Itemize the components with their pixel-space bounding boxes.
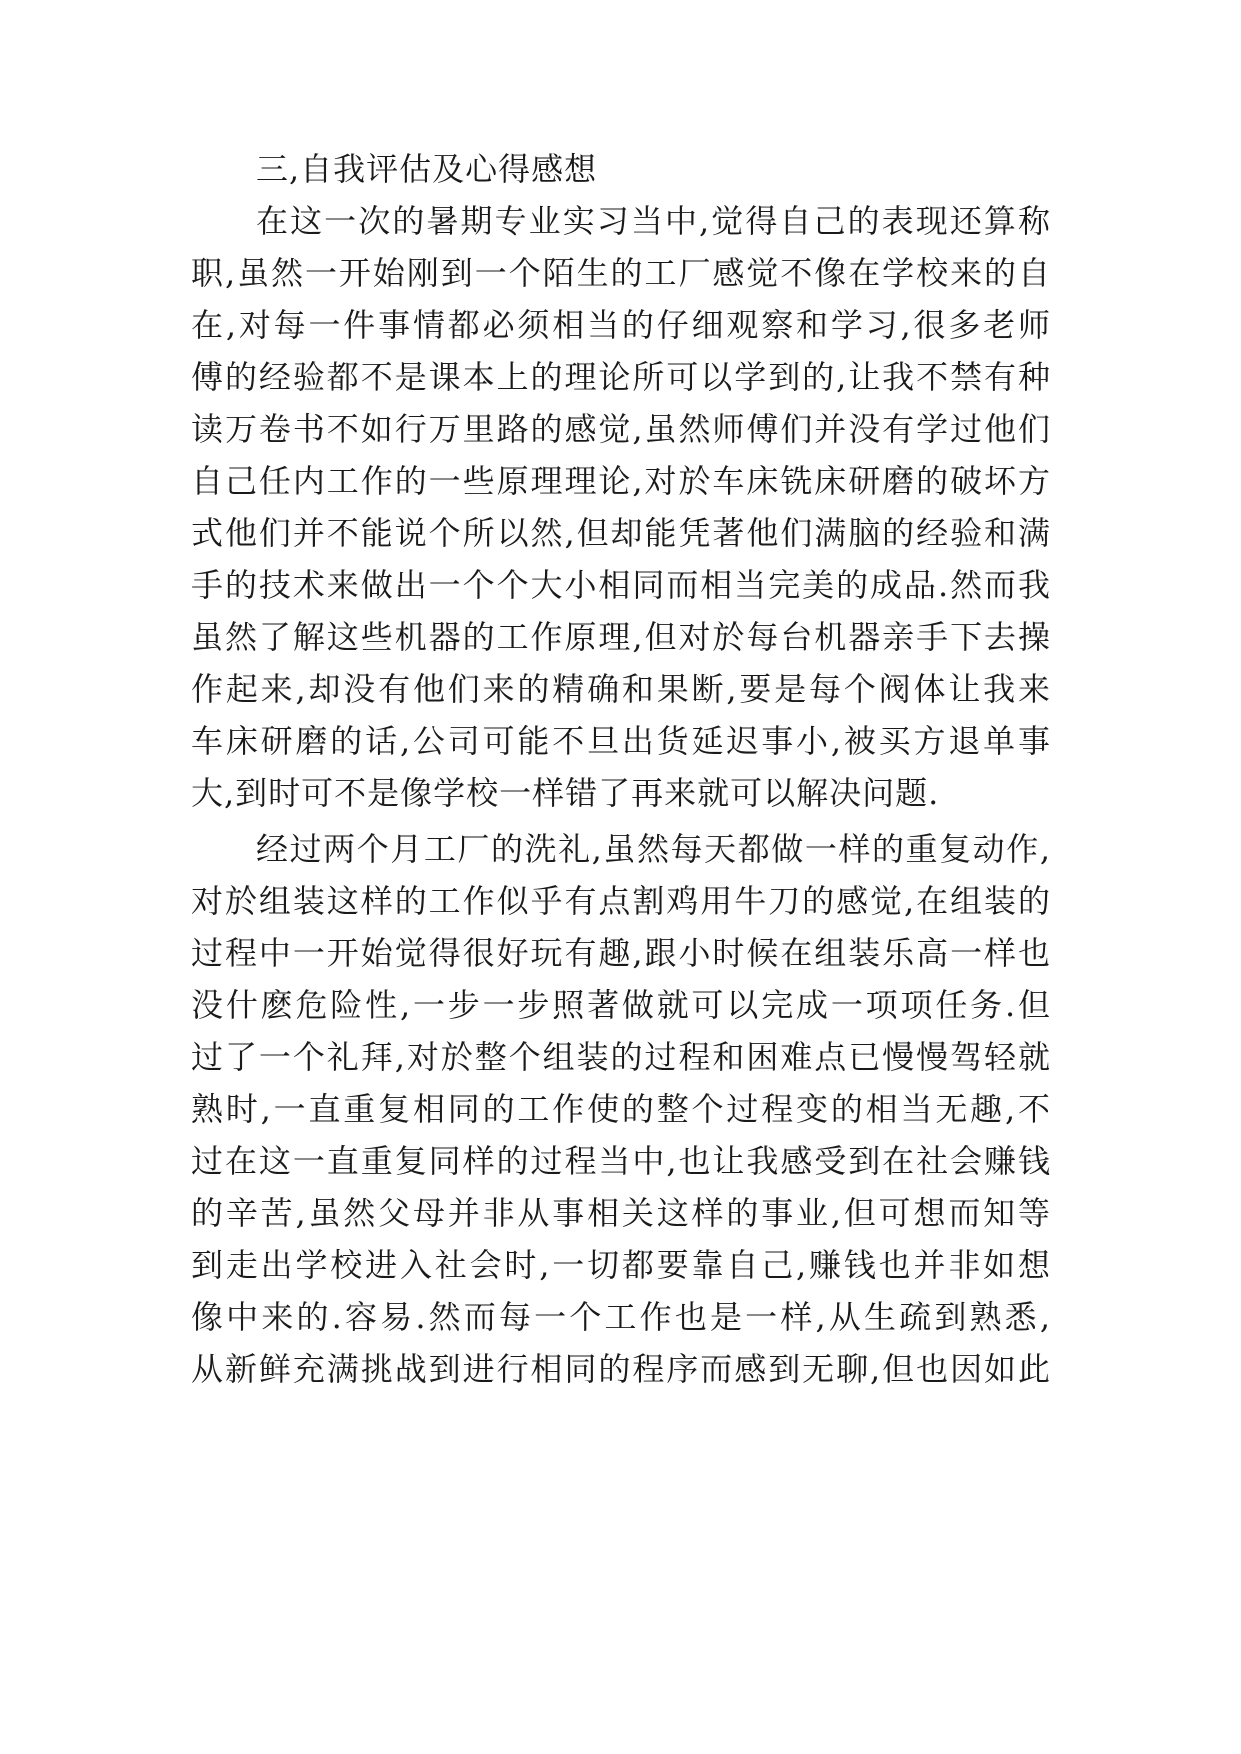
paragraph-1-line: 自己任内工作的一些原理理论,对於车床铣床研磨的破坏方: [191, 462, 1051, 500]
paragraph-1-line: 大,到时可不是像学校一样错了再来就可以解决问题.: [191, 774, 940, 812]
paragraph-2-line: 的辛苦,虽然父母并非从事相关这样的事业,但可想而知等: [191, 1194, 1051, 1232]
paragraph-2-line: 熟时,一直重复相同的工作使的整个过程变的相当无趣,不: [191, 1090, 1051, 1128]
paragraph-2-line: 过了一个礼拜,对於整个组装的过程和困难点已慢慢驾轻就: [191, 1038, 1051, 1076]
paragraph-1-line: 职,虽然一开始刚到一个陌生的工厂感觉不像在学校来的自: [191, 254, 1051, 292]
paragraph-2-line: 从新鲜充满挑战到进行相同的程序而感到无聊,但也因如此: [191, 1350, 1051, 1388]
paragraph-1-line: 读万卷书不如行万里路的感觉,虽然师傅们并没有学过他们: [191, 410, 1051, 448]
paragraph-1-line: 傅的经验都不是课本上的理论所可以学到的,让我不禁有种: [191, 358, 1051, 396]
paragraph-1-line: 车床研磨的话,公司可能不旦出货延迟事小,被买方退单事: [191, 722, 1051, 760]
paragraph-2-line: 经过两个月工厂的洗礼,虽然每天都做一样的重复动作,: [256, 830, 1051, 868]
paragraph-2-line: 过在这一直重复同样的过程当中,也让我感受到在社会赚钱: [191, 1142, 1051, 1180]
paragraph-2-line: 过程中一开始觉得很好玩有趣,跟小时候在组装乐高一样也: [191, 934, 1051, 972]
paragraph-2-line: 没什麽危险性,一步一步照著做就可以完成一项项任务.但: [191, 986, 1051, 1024]
section-heading: 三,自我评估及心得感想: [256, 150, 598, 188]
paragraph-1-line: 手的技术来做出一个个大小相同而相当完美的成品.然而我: [191, 566, 1051, 604]
paragraph-1-line: 虽然了解这些机器的工作原理,但对於每台机器亲手下去操: [191, 618, 1051, 656]
paragraph-1-line: 在这一次的暑期专业实习当中,觉得自己的表现还算称: [256, 202, 1051, 240]
paragraph-1-line: 式他们并不能说个所以然,但却能凭著他们满脑的经验和满: [191, 514, 1051, 552]
paragraph-2-line: 对於组装这样的工作似乎有点割鸡用牛刀的感觉,在组装的: [191, 882, 1051, 920]
paragraph-1-line: 作起来,却没有他们来的精确和果断,要是每个阀体让我来: [191, 670, 1051, 708]
paragraph-1-line: 在,对每一件事情都必须相当的仔细观察和学习,很多老师: [191, 306, 1051, 344]
paragraph-2-line: 像中来的.容易.然而每一个工作也是一样,从生疏到熟悉,: [191, 1298, 1051, 1336]
paragraph-2-line: 到走出学校进入社会时,一切都要靠自己,赚钱也并非如想: [191, 1246, 1051, 1284]
